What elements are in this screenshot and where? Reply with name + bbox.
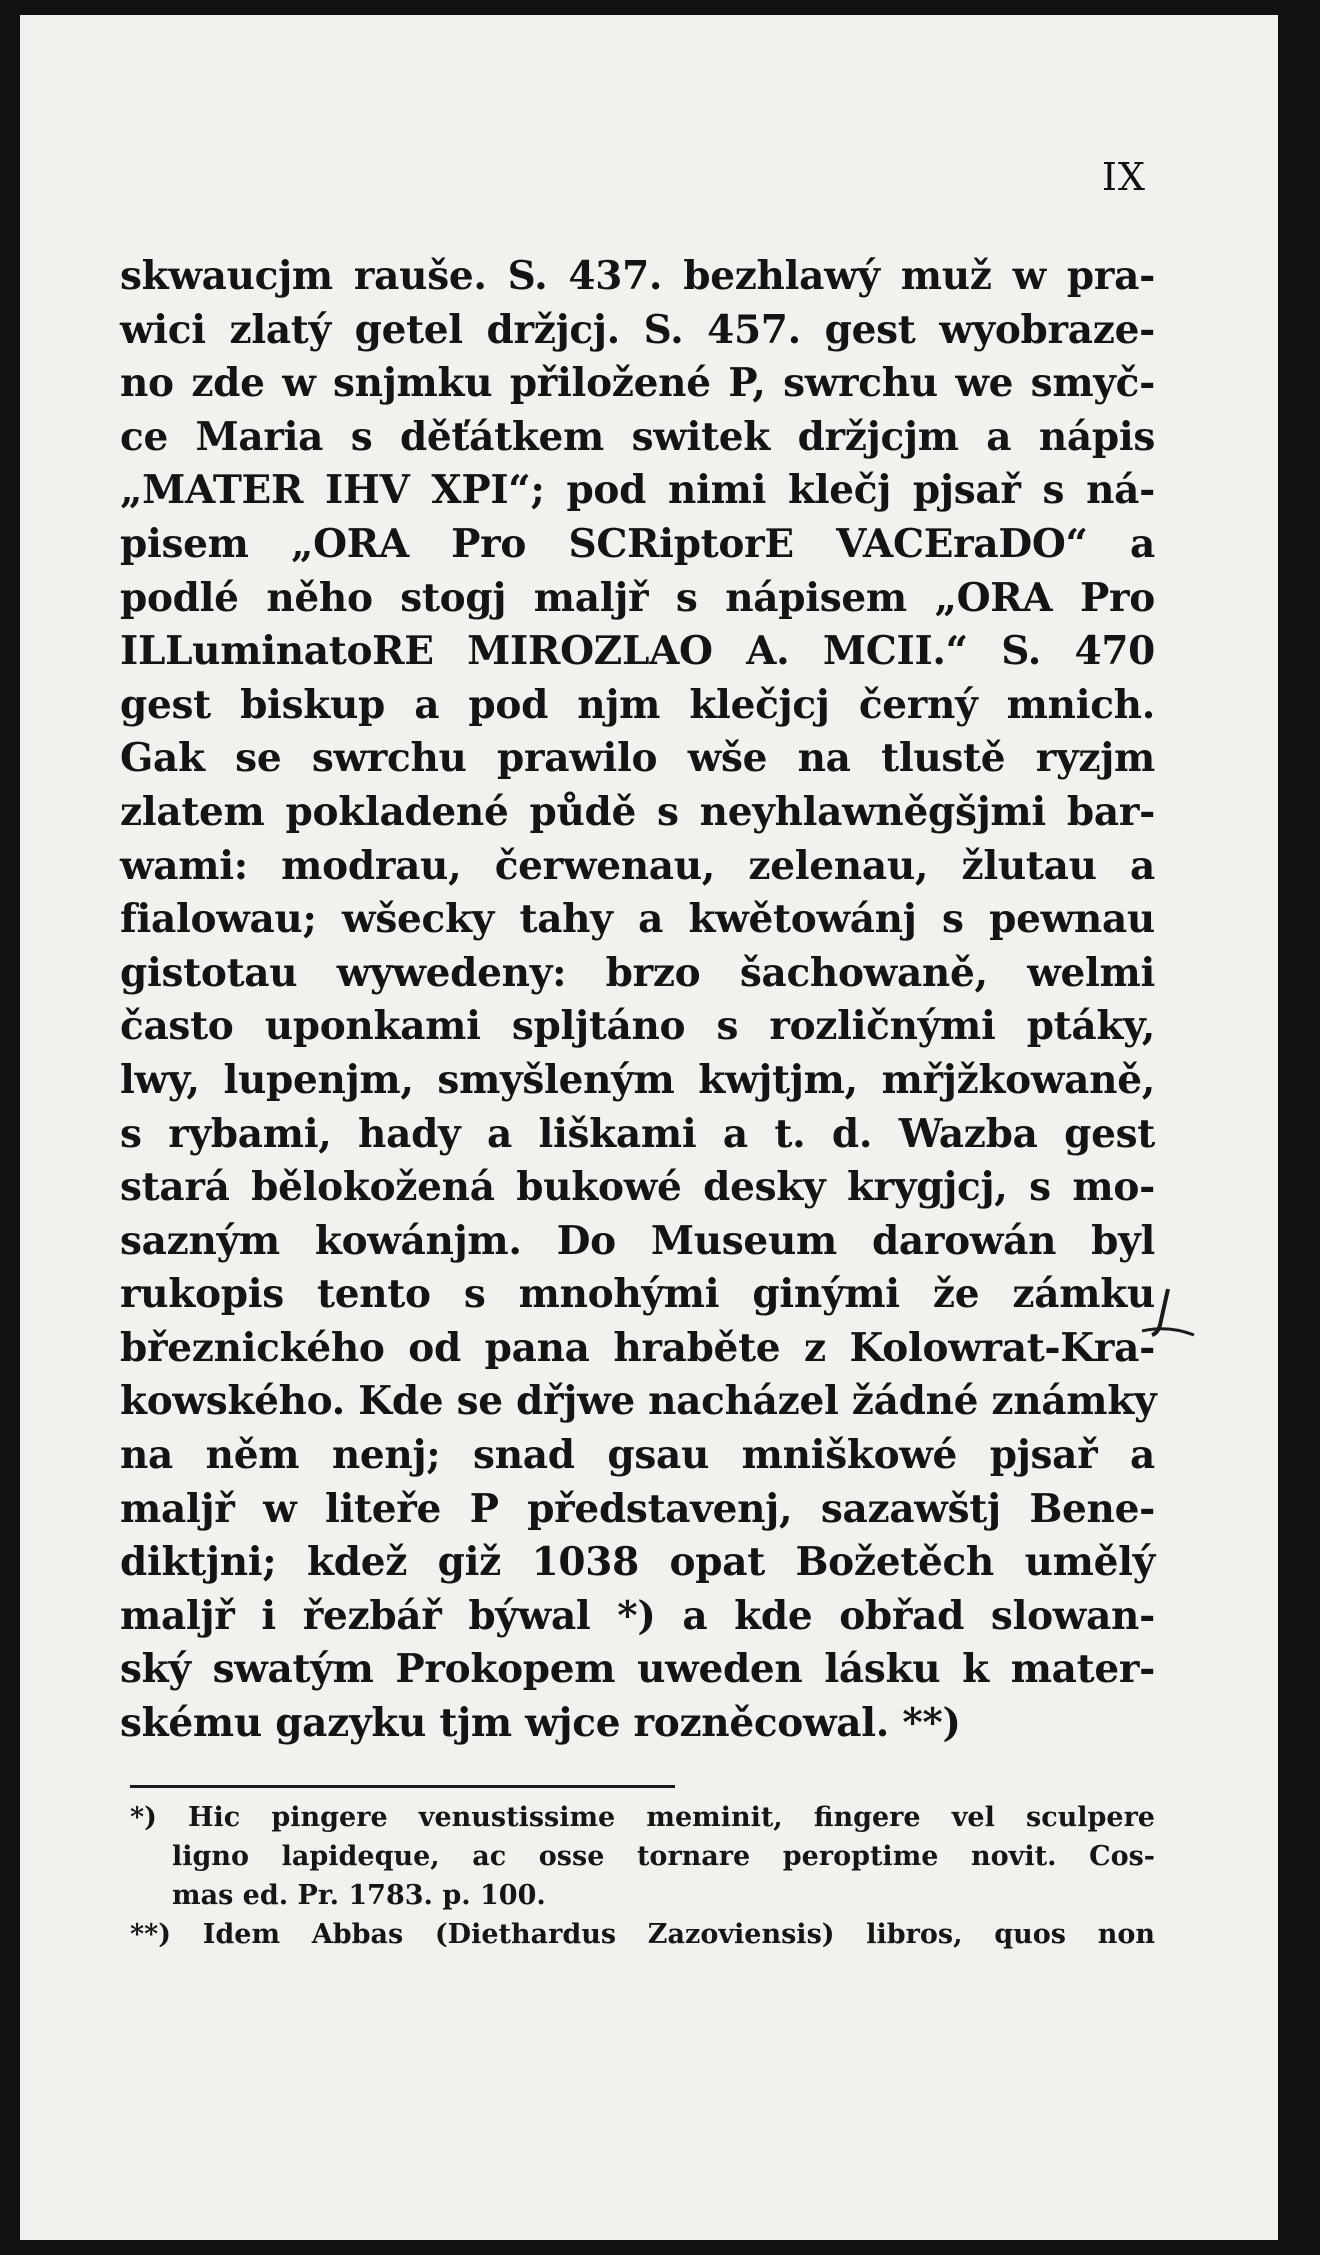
text-line: diktjni; kdež giž 1038 opat Božetěch umělý: [120, 1539, 1155, 1586]
footnotes: [130, 1798, 1155, 1954]
text-line: rukopis tento s mnohými ginými že zámku: [120, 1271, 1155, 1318]
text-line: na něm nenj; snad gsau mniškowé pjsař a: [120, 1432, 1155, 1479]
text-line: podlé něho stogj maljř s nápisem „ORA Pro: [120, 574, 1155, 621]
footnote-line: mas ed. Pr. 1783. p. 100.: [172, 1880, 546, 1911]
text-line: no zde w snjmku přiložené P, swrchu we smyč-: [120, 360, 1155, 407]
text-line: s rybami, hady a liškami a t. d. Wazba gest: [120, 1110, 1155, 1157]
text-line: wici zlatý getel držjcj. S. 457. gest wyobraze-: [120, 306, 1155, 353]
text-line: často uponkami spljtáno s rozličnými ptáky,: [120, 1003, 1155, 1050]
text-line: ce Maria s děťátkem switek držjcjm a nápis: [120, 413, 1155, 460]
text-line: ILLuminatoRE MIROZLAO A. MCII.“ S. 470: [120, 628, 1155, 675]
text-line: kowského. Kde se dřjwe nacházel žádné známky: [120, 1378, 1157, 1425]
text-line: gest biskup a pod njm klečjcj černý mnich.: [120, 681, 1155, 728]
text-line: gistotau wywedeny: brzo šachowaně, welmi: [120, 949, 1155, 996]
text-line: stará bělokožená bukowé desky krygjcj, s mo-: [120, 1164, 1155, 1211]
footnote-line: ligno lapideque, ac osse tornare peroptime novit. Cos-: [172, 1841, 1155, 1872]
text-line: fialowau; wšecky tahy a kwětowánj s pewnau: [120, 896, 1155, 943]
text-line: březnického od pana hraběte z Kolowrat-Kra-: [120, 1324, 1155, 1371]
footnote-separator: [130, 1785, 675, 1788]
text-line: lwy, lupenjm, smyšleným kwjtjm, mřjžkowaně,: [120, 1056, 1155, 1103]
text-line: sazným kowánjm. Do Museum darowán byl: [120, 1217, 1155, 1264]
text-line: zlatem pokladené půdě s neyhlawněgšjmi bar-: [120, 788, 1155, 835]
text-line: maljř w liteře P představenj, sazawštj Bene-: [120, 1485, 1155, 1532]
main-text: [120, 250, 1155, 1751]
text-line: wami: modrau, čerwenau, zelenau, žlutau a: [120, 842, 1155, 889]
handwritten-margin-mark: [1138, 1285, 1198, 1345]
text-line: skému gazyku tjm wjce rozněcowal. **): [120, 1700, 961, 1747]
text-line: pisem „ORA Pro SCRiptorE VACEraDO“ a: [120, 520, 1155, 567]
text-line: „MATER IHV XPI“; pod nimi klečj pjsař s ná-: [120, 467, 1155, 514]
footnote-line: *) Hic pingere venustissime meminit, fingere vel sculpere: [130, 1802, 1155, 1833]
text-line: skwaucjm rauše. S. 437. bezhlawý muž w pra-: [120, 253, 1155, 299]
text-line: maljř i řezbář býwal *) a kde obřad slowan-: [120, 1592, 1155, 1639]
text-line: ský swatým Prokopem uweden lásku k mater-: [120, 1646, 1155, 1693]
text-line: Gak se swrchu prawilo wše na tlustě ryzjm: [120, 735, 1155, 782]
book-page: [20, 15, 1278, 2240]
page-number: IX: [1101, 155, 1146, 199]
footnote-line: **) Idem Abbas (Diethardus Zazoviensis) libros, quos non: [130, 1919, 1155, 1950]
